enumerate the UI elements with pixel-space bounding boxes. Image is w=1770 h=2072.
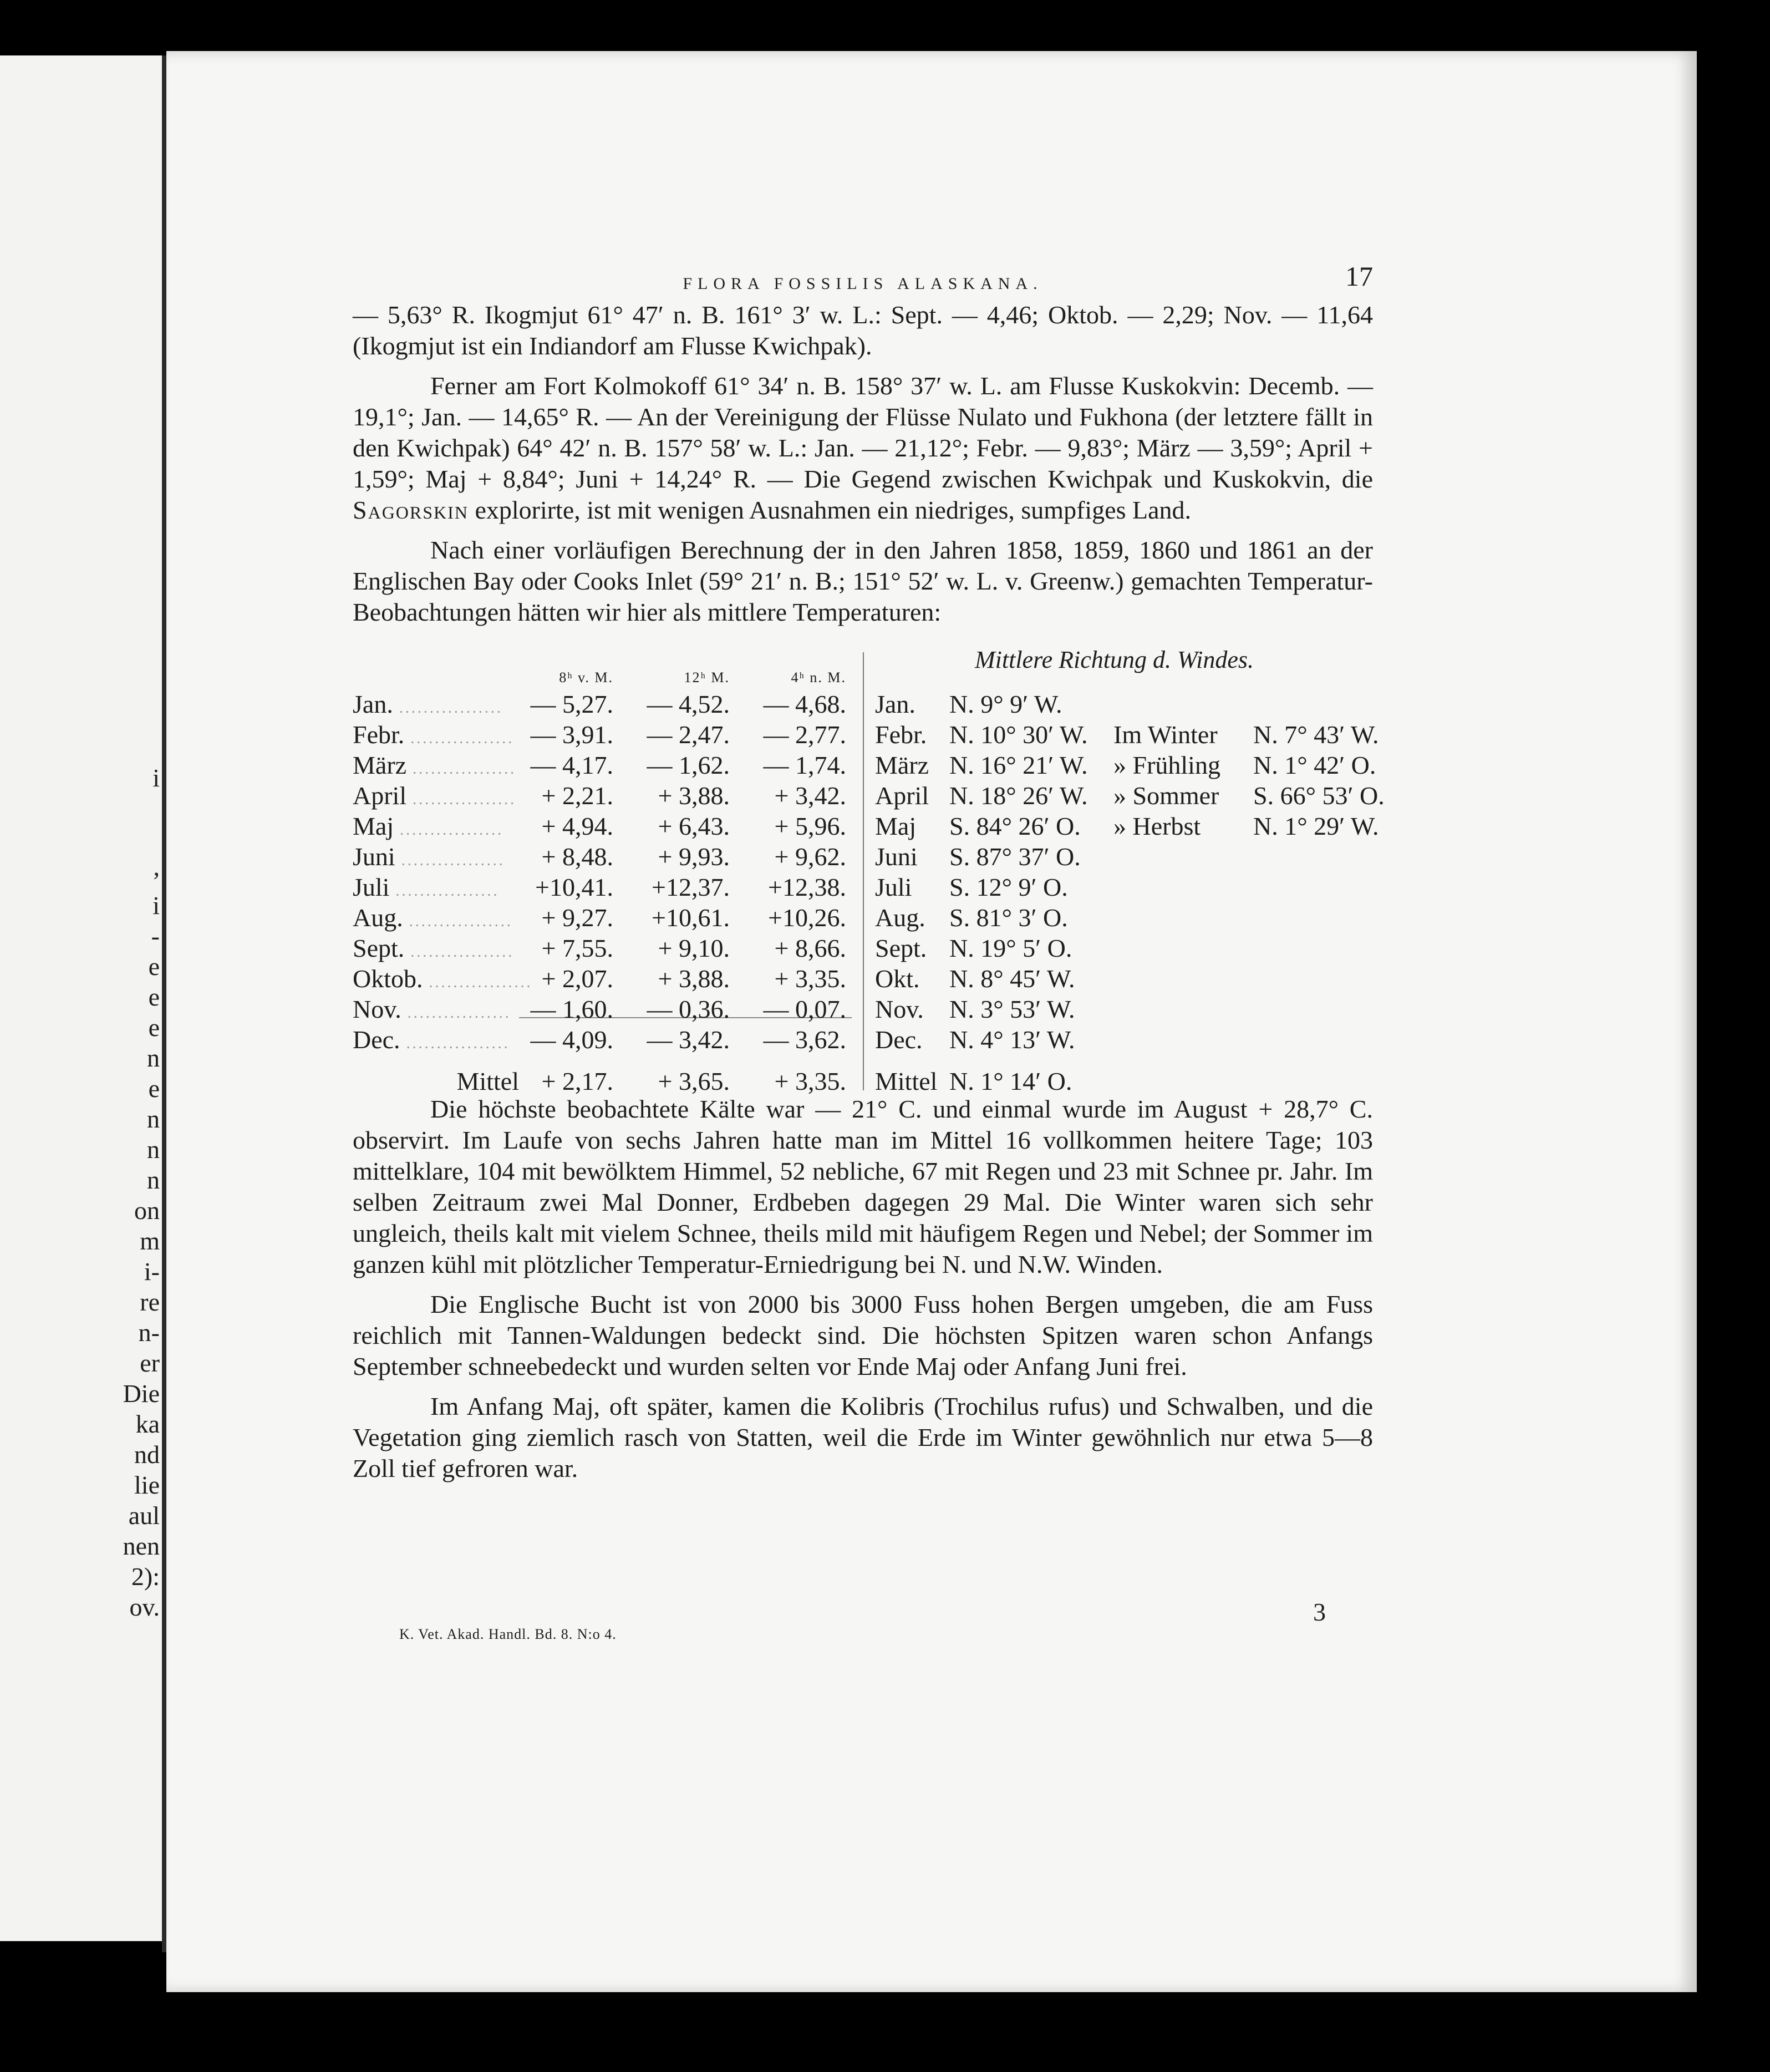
leader-dots: .................: [403, 913, 513, 930]
temp-8h: + 9,27.: [541, 903, 613, 932]
wind-month: März: [875, 751, 929, 779]
column-header-4h: 4ʰ n. M.: [791, 669, 846, 685]
month-label: Nov. .................: [353, 995, 511, 1023]
wind-row: [875, 750, 1374, 781]
table-divider: [863, 652, 864, 1090]
table-row: [353, 750, 857, 781]
wind-month: Aug.: [875, 903, 925, 932]
left-page-fragment: -: [151, 922, 160, 950]
leader-dots: .................: [401, 1004, 511, 1022]
temp-8h: — 5,27.: [530, 690, 613, 718]
column-header-12h: 12ʰ M.: [684, 669, 730, 685]
month-label: Juni .................: [353, 842, 505, 871]
temp-8h: + 4,94.: [541, 812, 613, 840]
left-page-fragment: lie: [134, 1471, 160, 1499]
leader-dots: .................: [404, 730, 515, 747]
temp-4h: — 2,77.: [763, 720, 846, 749]
temp-4h: +12,38.: [768, 873, 846, 901]
table-row: [353, 872, 857, 903]
paragraph-1: — 5,63° R. Ikogmjut 61° 47′ n. B. 161° 3′ w. L.: Sept. — 4,46; Oktob. — 2,29; Nov. — 11,64 (Ikogmjut ist ein Indiandorf am Flusse Kwichpak).: [353, 301, 1373, 360]
wind-direction: S. 81° 3′ O.: [949, 903, 1068, 932]
left-page-fragment: on: [134, 1196, 160, 1225]
temp-4h: — 4,68.: [763, 690, 846, 718]
leader-dots: .................: [406, 760, 517, 778]
season-label: » Herbst: [1113, 812, 1201, 840]
page-number: 17: [1345, 261, 1373, 292]
wind-direction: S. 87° 37′ O.: [949, 842, 1081, 871]
wind-row: [875, 872, 1374, 903]
footer-citation: K. Vet. Akad. Handl. Bd. 8. N:o 4.: [399, 1626, 617, 1642]
wind-mean-direction: N. 1° 14′ O.: [949, 1067, 1072, 1095]
wind-month: Dec.: [875, 1025, 923, 1054]
wind-mean-label: Mittel: [875, 1067, 938, 1095]
left-page-fragment: i: [152, 764, 160, 792]
leader-dots: .................: [400, 1035, 510, 1052]
table-row: [353, 902, 857, 933]
table-row: [353, 719, 857, 750]
temp-4h: — 3,62.: [763, 1025, 846, 1054]
explorer-name: Sagorskin: [353, 496, 469, 524]
temp-12h: + 9,93.: [658, 842, 730, 871]
left-page-fragment: nd: [134, 1440, 160, 1469]
wind-direction: N. 18° 26′ W.: [949, 781, 1088, 810]
leader-dots: .................: [393, 699, 503, 717]
temp-8h: — 4,17.: [530, 751, 613, 779]
temp-4h: + 5,96.: [774, 812, 846, 840]
wind-direction: N. 4° 13′ W.: [949, 1025, 1075, 1054]
temp-12h: +12,37.: [652, 873, 730, 901]
left-page-fragment: n: [147, 1166, 160, 1194]
left-page-fragment: e: [148, 952, 160, 981]
table-row: [353, 689, 857, 720]
wind-month: Sept.: [875, 934, 927, 962]
month-label: März .................: [353, 751, 517, 779]
wind-month: Febr.: [875, 720, 927, 749]
left-page-fragment: n: [147, 1105, 160, 1133]
temp-12h: — 1,62.: [647, 751, 730, 779]
left-page-fragment: ov.: [129, 1593, 160, 1621]
season-label: » Frühling: [1113, 751, 1220, 779]
left-page-fragment: ka: [135, 1410, 160, 1438]
season-label: » Sommer: [1113, 781, 1219, 810]
temp-12h: — 3,42.: [647, 1025, 730, 1054]
wind-table-title: Mittlere Richtung d. Windes.: [975, 646, 1254, 673]
wind-direction: S. 84° 26′ O.: [949, 812, 1081, 840]
mean-12h: + 3,65.: [658, 1067, 730, 1095]
temp-8h: + 2,07.: [541, 964, 613, 993]
running-title: FLORA FOSSILIS ALASKANA.: [683, 275, 1043, 293]
column-header-8h: 8ʰ v. M.: [559, 669, 613, 685]
wind-month: Maj: [875, 812, 917, 840]
wind-month: Okt.: [875, 964, 920, 993]
left-page-fragment: aul: [128, 1501, 160, 1530]
wind-month: Nov.: [875, 995, 924, 1023]
wind-row: [875, 689, 1374, 720]
table-row: [353, 963, 857, 994]
wind-direction: N. 9° 9′ W.: [949, 690, 1062, 718]
left-page-fragment: ,: [153, 852, 160, 881]
left-page-fragment: er: [140, 1349, 160, 1377]
mean-4h: + 3,35.: [774, 1067, 846, 1095]
season-direction: N. 1° 42′ O.: [1253, 751, 1376, 779]
table-row: [353, 1024, 857, 1055]
page-content: [353, 261, 1385, 1484]
month-label: Sept. .................: [353, 934, 515, 962]
wind-row: [875, 1024, 1374, 1055]
paragraph-6: Im Anfang Maj, oft später, kamen die Kolibris (Trochilus rufus) und Schwalben, und die Vegetation ging ziemlich rasch von Statten, weil die Erde im Winter gewöhnlich nur etwa 5—8 Zoll tief gefroren war.: [353, 1392, 1373, 1482]
leader-dots: .................: [423, 974, 533, 991]
month-label: Juli .................: [353, 873, 500, 901]
table-row: [353, 841, 857, 872]
leader-dots: .................: [395, 852, 505, 869]
wind-row: [875, 963, 1374, 994]
left-page-fragment: e: [148, 1013, 160, 1042]
temp-8h: — 4,09.: [530, 1025, 613, 1054]
wind-row: [875, 994, 1374, 1025]
temp-12h: + 3,88.: [658, 781, 730, 810]
left-page-fragment: i: [152, 891, 160, 920]
temp-8h: — 1,60.: [530, 995, 613, 1023]
wind-row: [875, 933, 1374, 964]
season-label: Im Winter: [1113, 720, 1218, 749]
wind-month: April: [875, 781, 929, 810]
leader-dots: .................: [404, 943, 515, 961]
left-page-fragment: nen: [123, 1532, 160, 1560]
season-direction: N. 1° 29′ W.: [1253, 812, 1379, 840]
wind-direction: N. 3° 53′ W.: [949, 995, 1075, 1023]
temp-12h: +10,61.: [652, 903, 730, 932]
month-label: Dec. .................: [353, 1025, 510, 1054]
paragraph-2-text-a: Ferner am Fort Kolmokoff 61° 34′ n. B. 158° 37′ w. L. am Flusse Kuskokvin: Decemb. — 19,1°; Jan. — 14,65° R. — An der Vereinigung der Flüsse Nulato und Fukhona (der letztere fällt in den Kwichpak) 64° 42′ n. B. 157° 58′ w. L.: Jan. — 21,12°; Febr. — 9,83°; März — 3,59°; April + 1,59°; Maj + 8,84°; Juni + 14,24° R. — Die Gegend zwischen Kwichpak und Kuskokvin, die: [353, 372, 1373, 493]
paragraph-2: [353, 370, 1373, 526]
season-direction: S. 66° 53′ O.: [1253, 781, 1385, 810]
wind-direction: N. 10° 30′ W.: [949, 720, 1088, 749]
month-label: Maj .................: [353, 812, 504, 840]
temp-8h: + 8,48.: [541, 842, 613, 871]
wind-direction: N. 16° 21′ W.: [949, 751, 1088, 779]
temp-4h: + 3,35.: [774, 964, 846, 993]
wind-row: [875, 841, 1374, 872]
left-page-fragment: i-: [144, 1257, 160, 1286]
paragraph-2-text-b: explorirte, ist mit wenigen Ausnahmen ein niedriges, sumpfiges Land.: [468, 496, 1192, 524]
wind-row: [875, 719, 1379, 750]
leader-dots: .................: [389, 882, 500, 900]
left-page-fragment: n: [147, 1044, 160, 1072]
month-label: Oktob. .................: [353, 964, 533, 993]
table-row: [353, 811, 857, 842]
paragraph-5: Die Englische Bucht ist von 2000 bis 3000 Fuss hohen Bergen umgeben, die am Fuss reichlich mit Tannen-Waldungen bedeckt sind. Die höchsten Spitzen waren schon Anfangs September schneebedeckt und wurden selten vor Ende Maj oder Anfang Juni frei.: [353, 1290, 1373, 1380]
wind-direction: N. 8° 45′ W.: [949, 964, 1075, 993]
temp-12h: + 3,88.: [658, 964, 730, 993]
table-row: [353, 994, 857, 1025]
temp-8h: + 7,55.: [541, 934, 613, 962]
month-label: Jan. .................: [353, 690, 503, 718]
left-page-fragment: e: [148, 983, 160, 1011]
mean-8h: + 2,17.: [541, 1067, 613, 1095]
running-head: [353, 261, 1373, 299]
temp-12h: — 2,47.: [647, 720, 730, 749]
left-page-fragment: n-: [138, 1318, 160, 1347]
wind-month: Juni: [875, 842, 918, 871]
wind-direction: N. 19° 5′ O.: [949, 934, 1072, 962]
temp-12h: — 0,36.: [647, 995, 730, 1023]
temp-4h: +10,26.: [768, 903, 846, 932]
climate-table: [353, 644, 1385, 1095]
wind-row: [875, 902, 1374, 933]
left-page-fragment: m: [140, 1227, 160, 1255]
left-page-fragment: Die: [123, 1379, 160, 1408]
temp-12h: + 9,10.: [658, 934, 730, 962]
month-label: Febr. .................: [353, 720, 515, 749]
leader-dots: .................: [394, 821, 504, 839]
mean-label: Mittel: [456, 1067, 519, 1095]
temp-4h: — 0,07.: [763, 995, 846, 1023]
mean-row: [353, 1066, 857, 1097]
leader-dots: .................: [406, 791, 517, 808]
temp-8h: + 2,21.: [541, 781, 613, 810]
temp-4h: — 1,74.: [763, 751, 846, 779]
left-page-fragment: re: [140, 1288, 160, 1316]
wind-mean-row: [875, 1066, 1374, 1097]
wind-month: Jan.: [875, 690, 915, 718]
temp-8h: — 3,91.: [530, 720, 613, 749]
temp-12h: — 4,52.: [647, 690, 730, 718]
temp-12h: + 6,43.: [658, 812, 730, 840]
temp-4h: + 3,42.: [774, 781, 846, 810]
temp-8h: +10,41.: [535, 873, 613, 901]
temp-4h: + 9,62.: [774, 842, 846, 871]
wind-row: [875, 811, 1379, 842]
left-page-fragment: 2):: [131, 1562, 160, 1591]
table-row: [353, 780, 857, 811]
left-page-fragment: e: [148, 1074, 160, 1103]
left-page-edge: [0, 55, 162, 1941]
wind-month: Juli: [875, 873, 912, 901]
wind-row: [875, 780, 1385, 811]
left-page-fragment: n: [147, 1135, 160, 1164]
season-direction: N. 7° 43′ W.: [1253, 720, 1379, 749]
paragraph-4: Die höchste beobachtete Kälte war — 21° C. und einmal wurde im August + 28,7° C. observirt. Im Laufe von sechs Jahren hatte man im Mittel 16 vollkommen heitere Tage; 103 mittelklare, 104 mit bewölktem Himmel, 52 nebliche, 67 mit Regen und 23 mit Schnee pr. Jahr. Im selben Zeitraum zwei Mal Donner, Erdbeben dagegen 29 Mal. Die Winter waren sich sehr ungleich, theils kalt mit vielem Schnee, theils mild mit häufigem Regen und Nebel; der Sommer im ganzen kühl mit plötzlicher Temperatur-Erniedrigung bei N. und N.W. Winden.: [353, 1095, 1373, 1278]
table-row: [353, 933, 857, 964]
signature-mark: 3: [1313, 1598, 1326, 1626]
month-label: April .................: [353, 781, 517, 810]
temp-4h: + 8,66.: [774, 934, 846, 962]
wind-direction: S. 12° 9′ O.: [949, 873, 1068, 901]
month-label: Aug. .................: [353, 903, 513, 932]
paragraph-3: Nach einer vorläufigen Berechnung der in den Jahren 1858, 1859, 1860 und 1861 an der Englischen Bay oder Cooks Inlet (59° 21′ n. B.; 151° 52′ w. L. v. Greenw.) gemachten Temperatur-Beobachtungen hätten wir hier als mittlere Temperaturen:: [353, 536, 1373, 626]
